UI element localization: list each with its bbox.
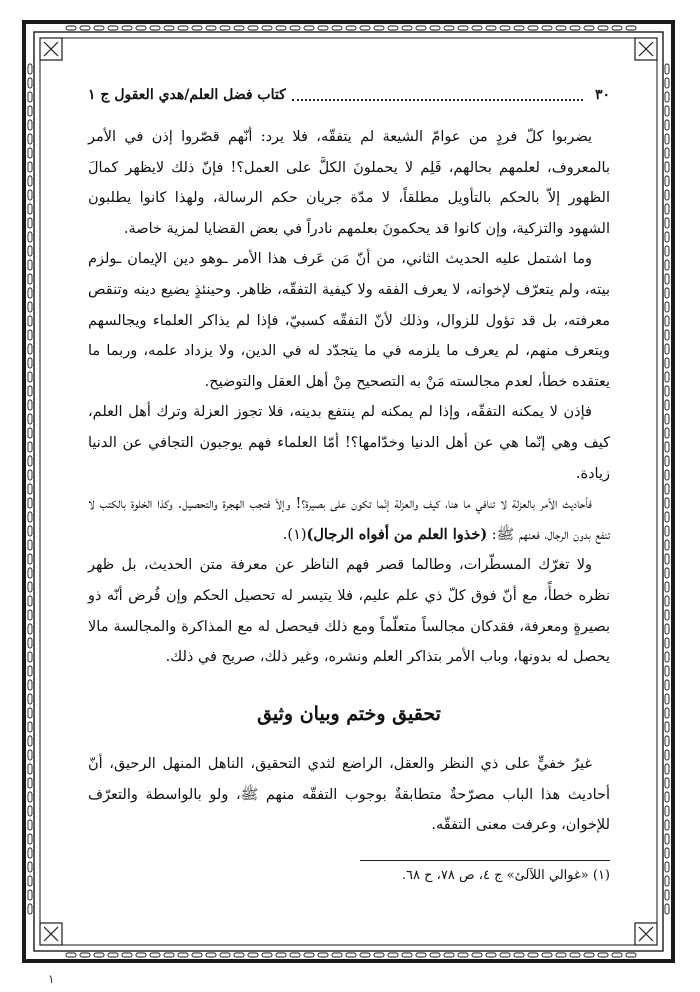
header-dot-leader bbox=[292, 89, 583, 101]
paragraph-4-text: فأحاديث الأمر بالعزلة لا تنافي ما هنا، كيف والعزلة إنّما تكون على بصيرة؟! وإلاّ فتجب الهجرة والتحصيل. وكذا الخلوة بالكتب لا تنفع بدون الرجال، فعنهم ﷺ: bbox=[88, 496, 610, 543]
closing-paragraph: غيرُ خفيٍّ على ذي النظر والعقل، الراضع لثدي التحقيق، الناهل المنهل الرحيق، أنّ أحاديث هذا الباب مصرّحةٌ متطابقةٌ بوجوب التفقّه منهم ﷺ، ولو بالواسطة والتعرّف للإخوان، وعرفت معنى التفقّه. bbox=[88, 756, 610, 834]
page-header bbox=[88, 84, 610, 106]
body-text bbox=[88, 122, 610, 841]
paragraph-3: فإذن لا يمكنه التفقّه، وإذا لم يمكنه لم ينتفع بدينه، فلا تجوز العزلة وترك أهل العلم، كيف وهي إنّما هي عن أهل الدنيا وخدّامها؟! أمّا العلماء فهم يوجبون التجافي عن الدنيا زيادة. bbox=[88, 404, 610, 482]
paragraph-1: يضربوا كلّ فردٍ من عوامّ الشيعة لم يتفقّه، فلا يرد: أنّهم قصّروا إذن في الأمر بالمعروف، لعلمهم بحالهم، فَلِم لا يحملونَ الكلَّ على العمل؟! فإنّ ذلك لايظهر كمالَ الظهور إلاّ بالحكم بالتأويل مطلقاً، لا مدّة جريان حكم الرسالة، ولهذا كانوا يطلبون الشهود والتزكية، وإن كانوا قد يحكمونَ بعلمهم نادراً في بعض القضايا لمزية خاصة. bbox=[88, 129, 610, 237]
page-content bbox=[88, 72, 610, 912]
paragraph-5: ولا تغرّك المسطّرات، وطالما قصر فهم الناظر عن معرفة متن الحديث، بل ظهر نظره خطأً، مع أنّ فوق كلّ ذي علم عليم، فلا يتيسر له تحصيل الحكم وإن فُرض أنّه ذو بصيرةٍ ومعرفة، فقدكان مجالساً متعلّماً ومع ذلك فيحصل له مع المذاكرة والمجالسة مالا يحصل له بدونها، وباب الأمر بتذاكر العلم ونشره، وغير ذلك، صريح في ذلك. bbox=[88, 557, 610, 666]
running-title: كتاب فضل العلم/هدي العقول ج ١ bbox=[88, 87, 286, 103]
page-number: ٣٠ bbox=[594, 87, 610, 103]
footnote-marker: (١). bbox=[282, 526, 307, 543]
page-mark: ١ bbox=[48, 972, 55, 986]
paragraph-4 bbox=[88, 489, 610, 550]
paragraph-2: وما اشتمل عليه الحديث الثاني، من أنّ مَن عَرف هذا الأمر ـوهو دين الإيمان ـولزم بيته، ولم يتعرّف لإخوانه، لا يعرف الفقه ولا كيفية التفقّه، ظاهر. وحينئذٍ يضيع دينه وتنقص معرفته، بل قد تؤول للزوال، وذلك لأنّ التفقّه كسبيّ، فإذا لم يذاكر العلماء ويجالسهم ويتعرف منهم، لم يعرف ما يلزمه في ما يتجدّد له في الدين، ولا يزداد علمه، وربما ما يعتقده خطأ، لعدم مجالسته مَنْ به التصحيح مِنْ أهل العقل والتوضيح. bbox=[88, 251, 610, 390]
hadith-quote: (خذوا العلم من أفواه الرجال) bbox=[306, 525, 488, 543]
section-heading: تحقيق وختم وبيان وثيق bbox=[257, 702, 441, 725]
footnote-separator bbox=[360, 860, 610, 861]
footnote: (١) «غوالي اللآلئ» ج ٤، ص ٧٨، ح ٦٨. bbox=[401, 868, 610, 883]
